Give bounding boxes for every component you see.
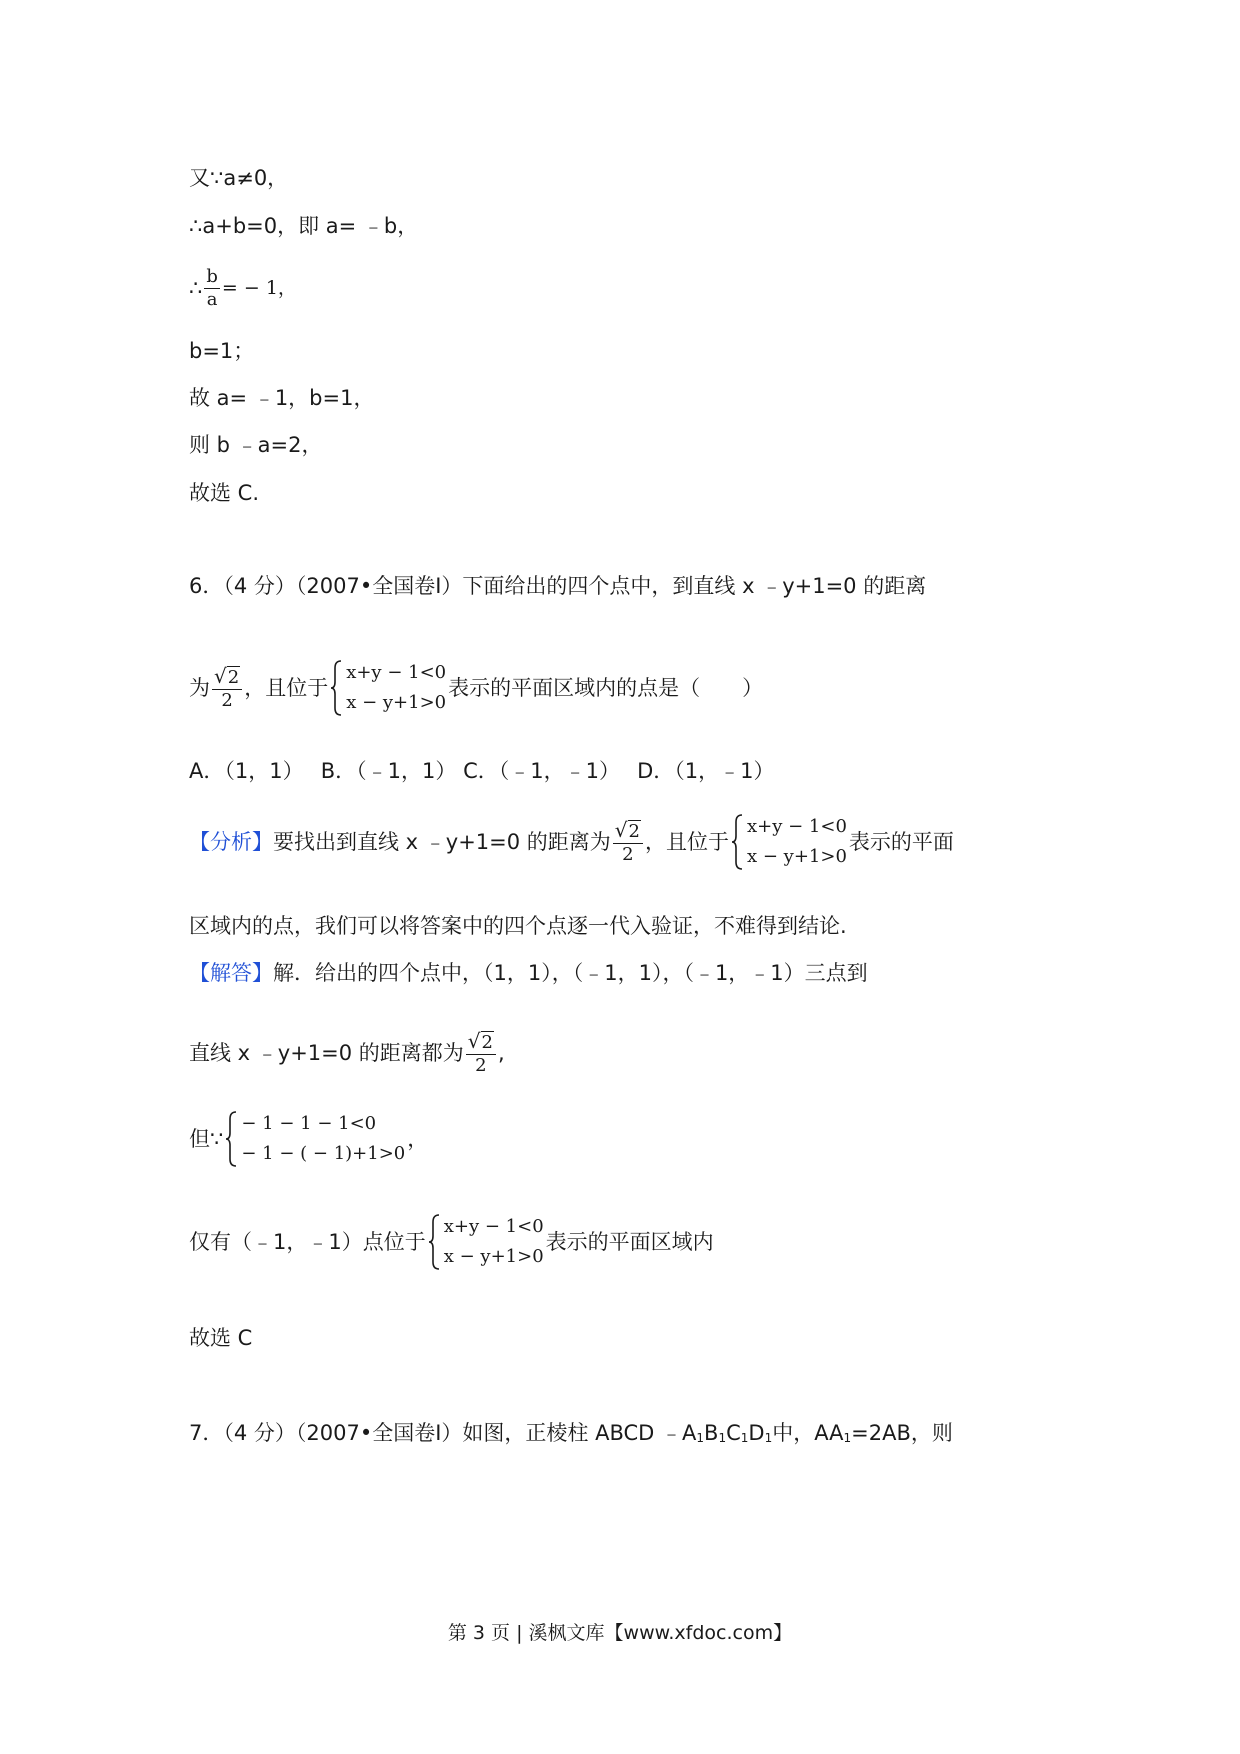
question-6-options: A．（1，1） B．（﹣1，1） C．（﹣1，﹣1） D．（1，﹣1） (189, 759, 775, 783)
solution-line-5: 故 a= ﹣1，b=1， (189, 386, 375, 410)
question-6-condition: 为 $\frac{√2}{2}$ ，且位于 x+y − 1<0 x − y+1>0 表示的平面区域内的点是（ ） (189, 654, 763, 720)
answer-line-5: 故选 C (189, 1326, 253, 1350)
sqrt-icon: √ (214, 663, 227, 688)
answer-line-2: 直线 x ﹣y+1=0 的距离都为 $\frac{√2}{2}$ , (189, 1028, 505, 1076)
page-footer: 第 3 页 | 溪枫文库【www.xfdoc.com】 (447, 1622, 793, 1644)
question-6-stem: 6．（4 分）（2007•全国卷Ⅰ）下面给出的四个点中，到直线 x ﹣y+1=0 的距离 (189, 574, 927, 598)
fraction-sqrt2-over-2: $\frac{√2}{2}$ (466, 1030, 496, 1077)
question-7-stem: 7．（4 分）（2007•全国卷Ⅰ）如图，正棱柱 ABCD $﹣A_1B_1C_1D_1$中，$AA_1=2AB$，则 (189, 1421, 953, 1445)
solution-line-7: 故选 C. (189, 481, 260, 505)
sqrt-icon: √ (614, 817, 628, 842)
inequality-system: x+y − 1<0 x − y+1>0 (428, 1212, 544, 1272)
answer-line-3: 但∵ − 1 − 1 − 1<0 − 1 − ( − 1)+1>0 ， (189, 1105, 428, 1171)
solution-line-2: ∴a+b=0，即 a= ﹣b， (189, 214, 419, 238)
fraction-sqrt2-over-2: $\frac{√2}{2}$ (212, 665, 242, 712)
inequality-system: x+y − 1<0 x − y+1>0 (731, 812, 847, 872)
left-brace-icon (330, 660, 342, 716)
sqrt-icon: √ (467, 1028, 481, 1053)
fraction-b-over-a: $\frac{b}{a}$ (206, 265, 218, 310)
solution-line-3: ∴ $\frac{b}{a}$ = − 1， (189, 265, 297, 310)
left-brace-icon (225, 1111, 237, 1167)
answer-tag: 【解答】 (189, 961, 273, 985)
left-brace-icon (428, 1214, 440, 1270)
analysis-line-1: 【分析】要找出到直线 x ﹣y+1=0 的距离为 $\frac{√2}{2}$ ，且位于 x+y − 1<0 x − y+1>0 表示的平面 (189, 808, 954, 874)
solution-line-1: 又∵a≠0， (189, 166, 289, 190)
fraction-sqrt2-over-2: $\frac{√2}{2}$ (613, 819, 643, 866)
analysis-tag: 【分析】 (189, 830, 273, 854)
answer-line-4: 仅有（﹣1，﹣1）点位于 x+y − 1<0 x − y+1>0 表示的平面区域内 (189, 1208, 714, 1274)
solution-line-6: 则 b ﹣a=2， (189, 433, 323, 457)
answer-line-1: 【解答】解．给出的四个点中，（1，1），（﹣1，1），（﹣1，﹣1）三点到 (189, 961, 868, 985)
analysis-line-2: 区域内的点，我们可以将答案中的四个点逐一代入验证，不难得到结论. (189, 914, 847, 938)
solution-line-4: b=1； (189, 339, 255, 363)
check-system: − 1 − 1 − 1<0 − 1 − ( − 1)+1>0 (225, 1109, 405, 1169)
inequality-system: x+y − 1<0 x − y+1>0 (330, 658, 446, 718)
left-brace-icon (731, 814, 743, 870)
